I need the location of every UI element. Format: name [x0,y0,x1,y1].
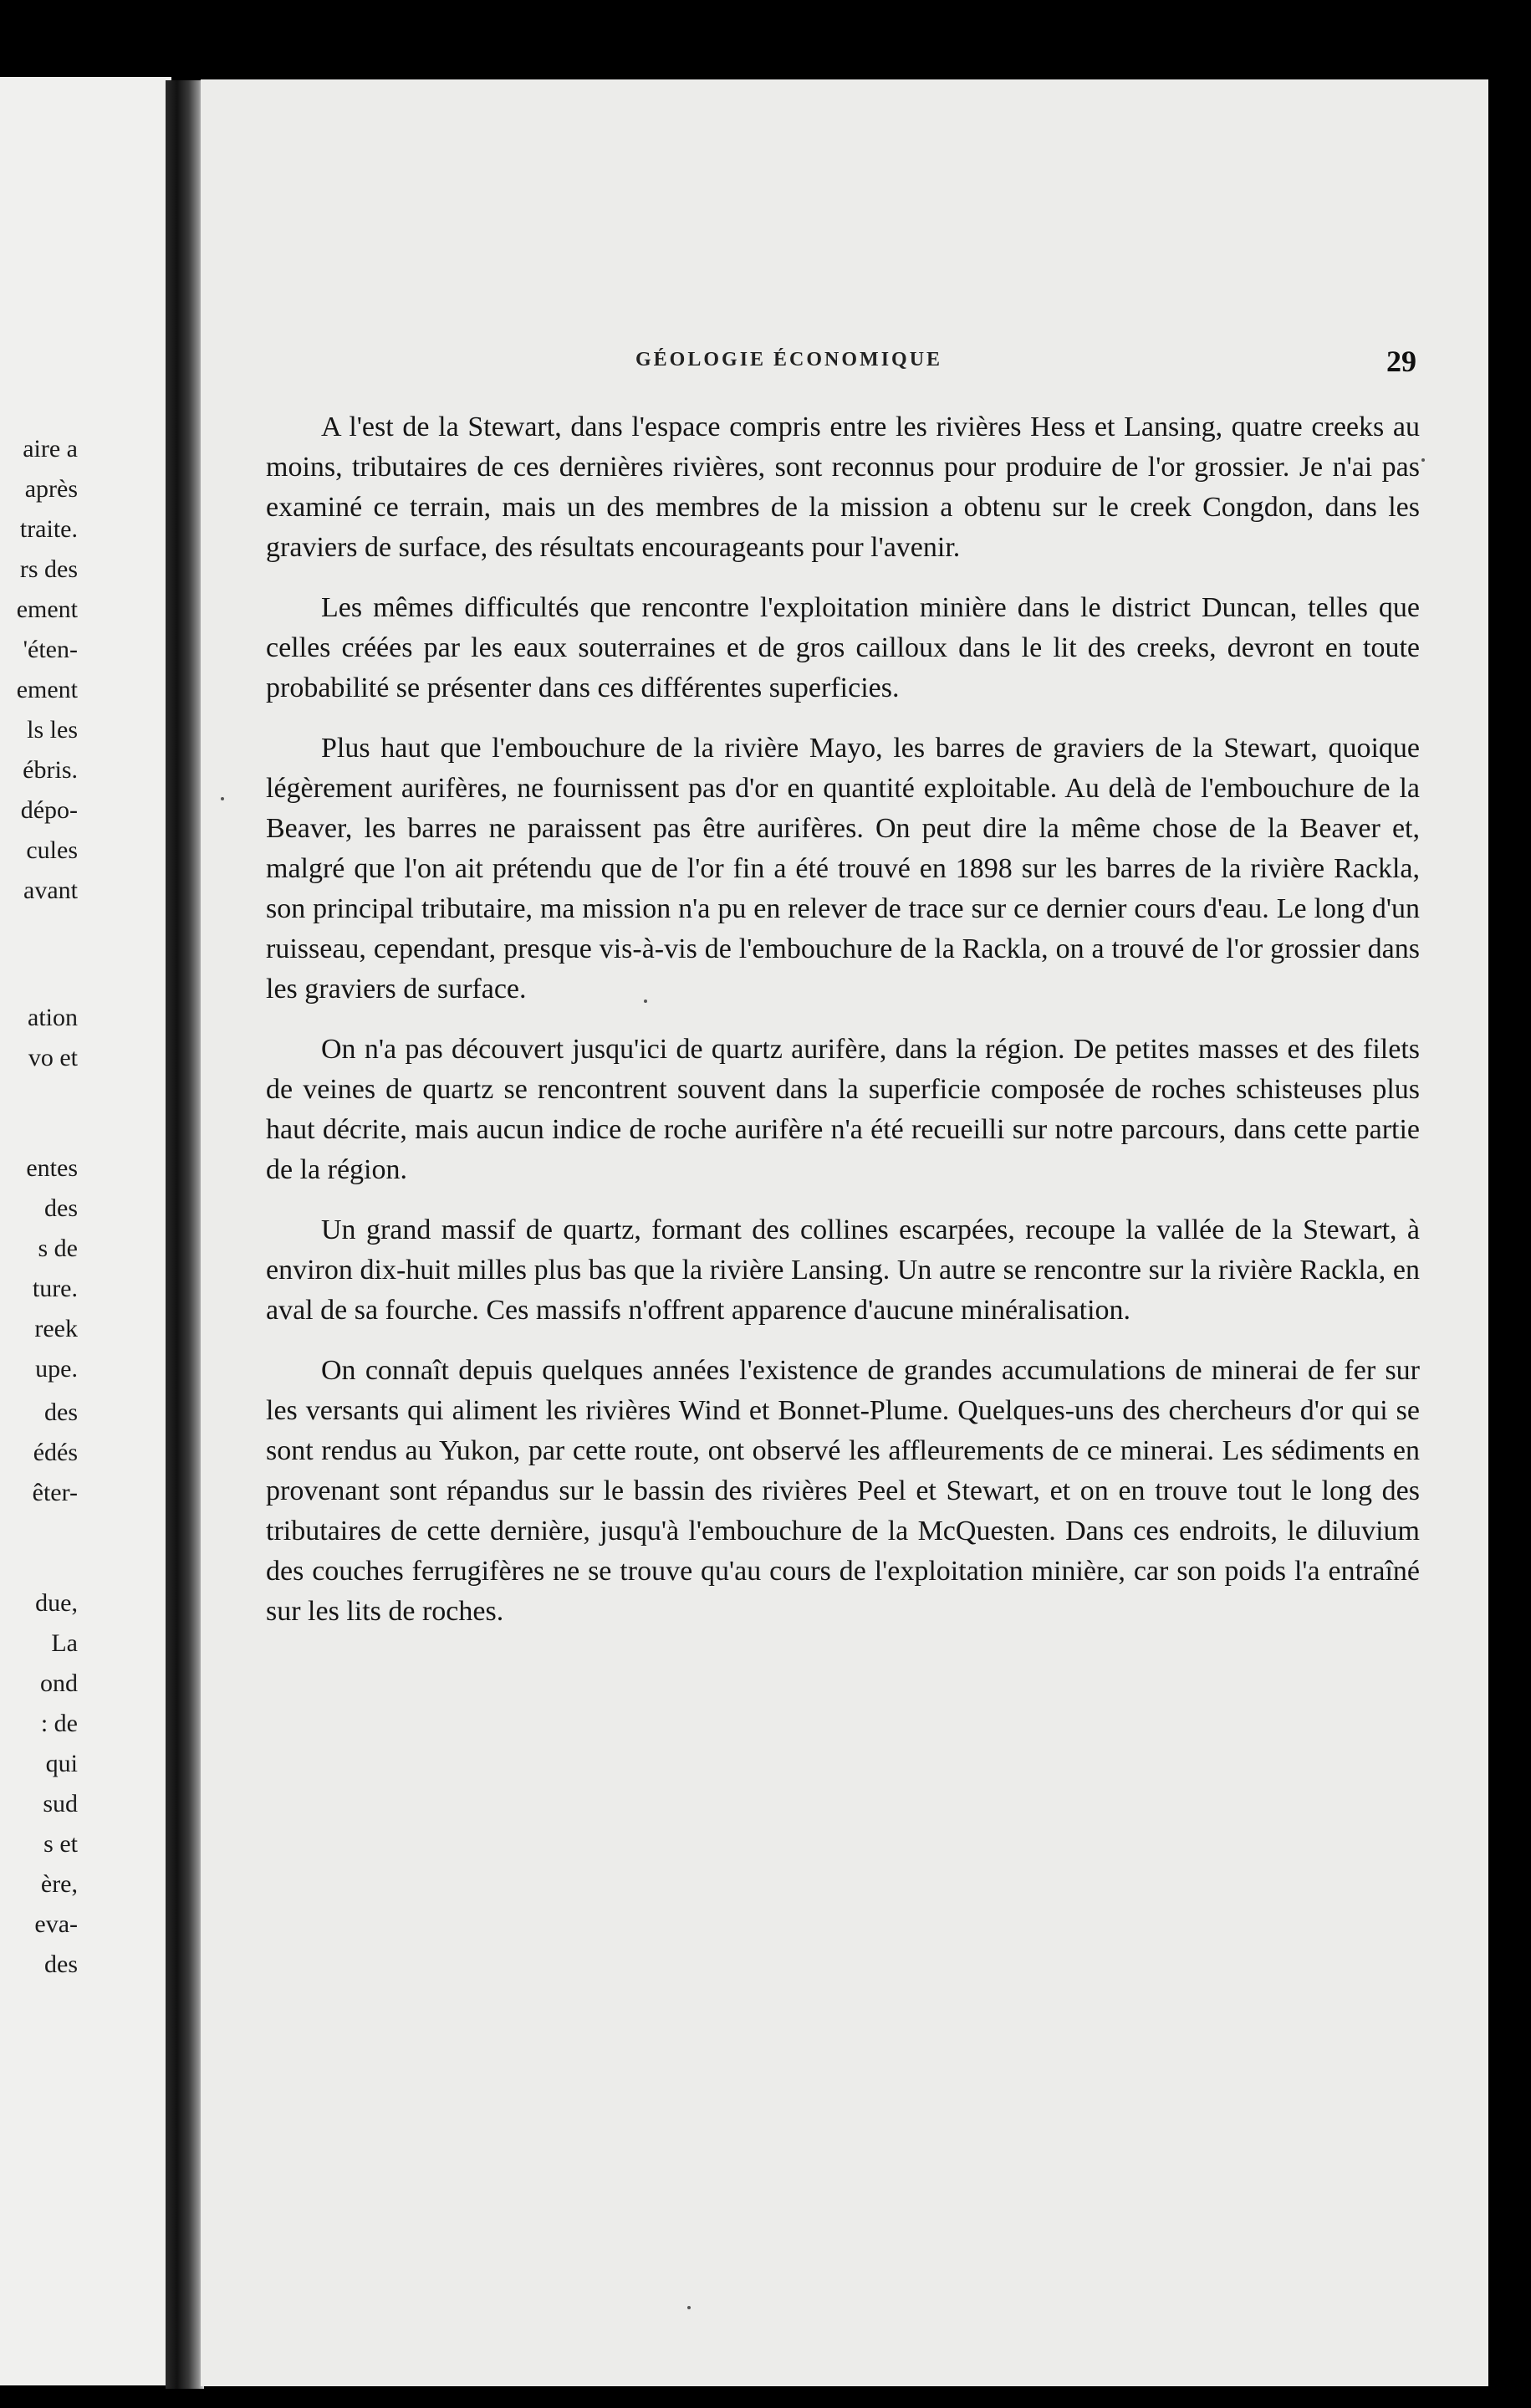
paper-speck [221,797,224,800]
page-number: 29 [1386,345,1416,378]
prev-fragment: êter- [32,1479,78,1506]
prev-fragment: ls les [27,716,78,744]
prev-fragment: des [44,1194,78,1222]
prev-fragment: ture. [32,1275,78,1302]
running-head: GÉOLOGIE ÉCONOMIQUE [635,349,943,371]
book-page [201,79,1488,2386]
prev-fragment: reek [34,1315,78,1342]
paragraph: Les mêmes difficultés que rencontre l'exploitation minière dans le district Duncan, telles que celles créées par les eaux souterraines et de gros cailloux dans le lit des creeks, devront en toute probabilité se présenter dans ces différentes superficies. [266,592,1420,703]
prev-fragment: édés [33,1439,78,1466]
prev-fragment: avant [23,877,78,904]
prev-fragment: des [44,1398,78,1426]
paragraph: Plus haut que l'embouchure de la rivière Mayo, les barres de graviers de la Stewart, quoique légèrement aurifères, ne fournissent pas d'or en quantité exploitable. Au delà de l'embouchure de la Beaver, les barres ne paraissent pas être aurifères. On peut dire la même chose de la Beaver et, malgré que l'on ait prétendu que de l'or fin a été trouvé en 1898 sur les barres de la rivière Rackla, son principal tributaire, ma mission n'a pu en relever de trace sur ce dernier cours d'eau. Le long d'un ruisseau, cependant, presque vis-à-vis de l'embouchure de la Rackla, on a trouvé de l'or grossier dans les graviers de surface. [266,733,1420,1005]
prev-fragment: qui [45,1750,78,1777]
prev-fragment: dépo- [20,796,78,824]
paper-speck [1421,458,1425,462]
prev-fragment: ement [16,676,78,703]
prev-fragment: traite. [19,515,78,543]
paragraph: A l'est de la Stewart, dans l'espace compris entre les rivières Hess et Lansing, quatre creeks au moins, tributaires de ces dernières rivières, sont reconnus pour produire de l'or grossier. Je n'ai pas examiné ce terrain, mais un des membres de la mission a obtenu sur le creek Congdon, dans les graviers de surface, des résultats encourageants pour l'avenir. [266,412,1420,563]
paper-speck [644,999,647,1003]
prev-fragment: upe. [35,1355,78,1383]
prev-fragment: ébris. [23,756,78,784]
prev-fragment: s de [38,1235,78,1262]
prev-fragment: aire a [23,435,78,463]
paragraph: On connaît depuis quelques années l'existence de grandes accumulations de minerai de fer sur les versants qui aliment les rivières Wind et Bonnet-Plume. Quelques-uns des chercheurs d'or qui se sont rendus au Yukon, par cette route, ont observé les affleurements de ce minerai. Les sédiments en provenant sont répandus sur le bassin des rivières Peel et Stewart, et on en trouve tout le long des tributaires de cette dernière, jusqu'à l'embouchure de la McQuesten. Dans ces endroits, le diluvium des couches ferrugifères ne se trouve qu'au cours de l'exploitation minière, car son poids l'a entraîné sur les lits de roches. [266,1355,1420,1627]
paragraph: On n'a pas découvert jusqu'ici de quartz aurifère, dans la région. De petites masses et des filets de veines de quartz se rencontrent souvent dans la superficie composée de roches schisteuses plus haut décrite, mais aucun indice de roche aurifère n'a été recueilli sur notre parcours, dans cette partie de la région. [266,1034,1420,1185]
prev-fragment: due, [35,1589,78,1617]
prev-fragment: rs des [19,555,78,583]
prev-fragment: 'éten- [23,636,78,663]
book-gutter [166,80,204,2389]
prev-fragment: La [51,1629,78,1657]
page-header [268,345,1416,382]
prev-fragment: eva- [34,1910,78,1938]
prev-fragment: sud [43,1790,78,1818]
page-body [266,407,1420,1652]
prev-fragment: des [44,1950,78,1978]
paper-speck [687,2306,691,2309]
prev-fragment: : de [40,1710,78,1737]
prev-fragment: vo et [28,1044,78,1071]
prev-fragment: cules [26,836,78,864]
previous-page-edge [0,77,171,2385]
paragraph: Un grand massif de quartz, formant des collines escarpées, recoupe la vallée de la Stewart, à environ dix-huit milles plus bas que la rivière Lansing. Un autre se rencontre sur la rivière Rackla, en aval de sa fourche. Ces massifs n'offrent apparence d'aucune minéralisation. [266,1214,1420,1326]
prev-fragment: entes [26,1154,78,1182]
prev-fragment: après [24,475,78,503]
prev-fragment: ement [16,596,78,623]
prev-fragment: ère, [40,1870,78,1898]
prev-fragment: s et [43,1830,78,1858]
prev-fragment: ation [28,1004,78,1031]
prev-fragment: ond [40,1669,78,1697]
